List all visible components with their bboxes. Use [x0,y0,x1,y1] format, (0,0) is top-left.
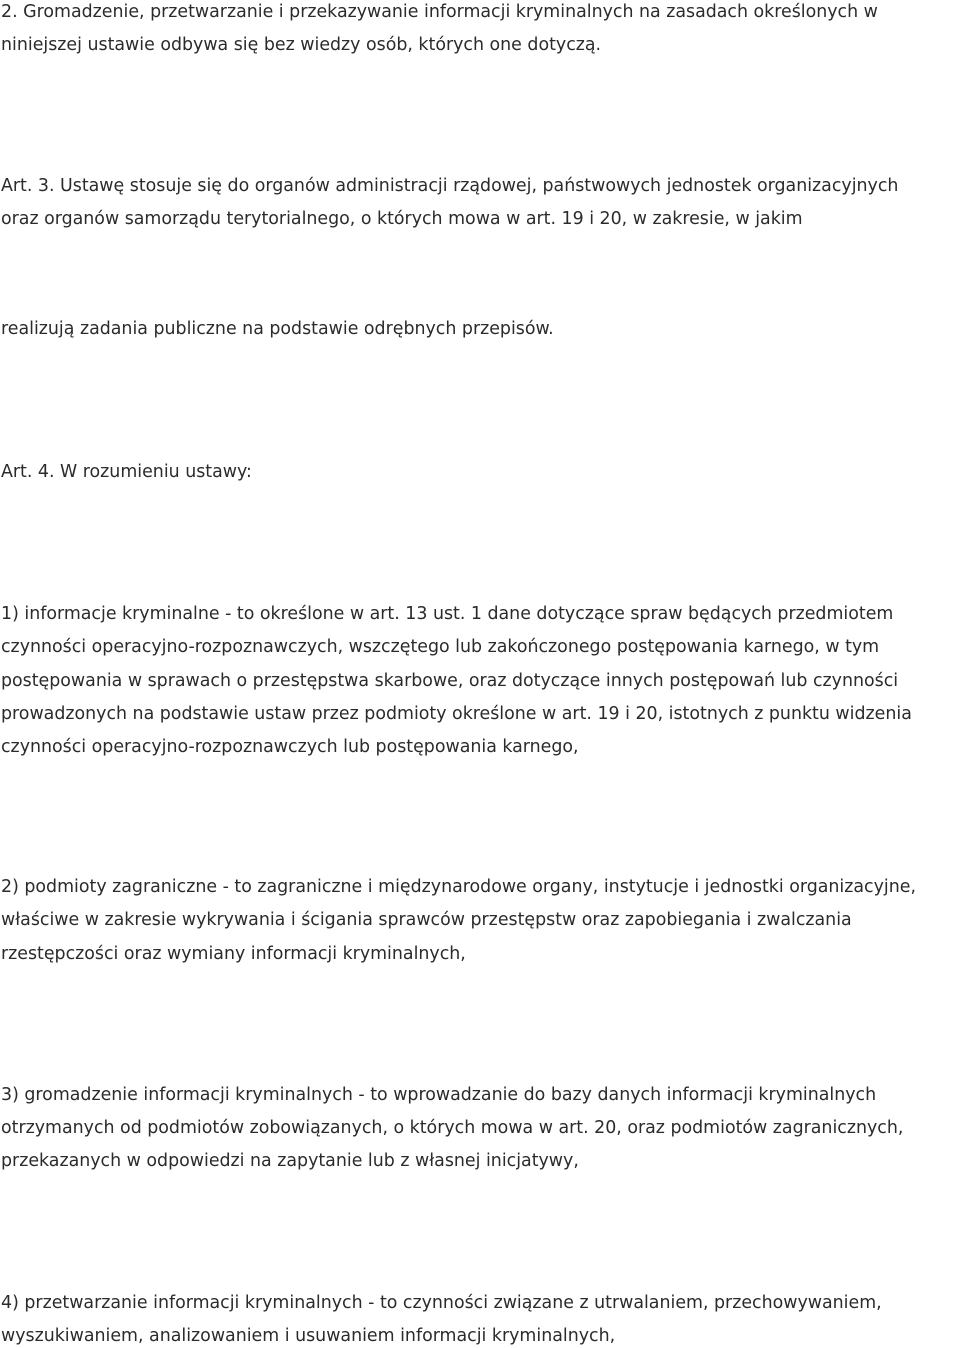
item3-line-2: otrzymanych od podmiotów zobowiązanych, o których mowa w art. 20, oraz podmiotów zagranicznych, [1,1118,904,1138]
item3-line-3: przekazanych w odpowiedzi na zapytanie lub z własnej inicjatywy, [1,1151,579,1171]
item1-line-5: czynności operacyjno-rozpoznawczych lub postępowania karnego, [1,737,579,757]
item3-line-1: 3) gromadzenie informacji kryminalnych - to wprowadzanie do bazy danych informacji kryminalnych [1,1085,877,1105]
item1-line-4: prowadzonych na podstawie ustaw przez podmioty określone w art. 19 i 20, istotnych z punktu widzenia [1,704,912,724]
item1-line-2: czynności operacyjno-rozpoznawczych, wszczętego lub zakończonego postępowania karnego, w tym [1,637,880,657]
item4-line-1: 4) przetwarzanie informacji kryminalnych - to czynności związane z utrwalaniem, przechowywaniem, [1,1293,882,1313]
art3-line-2: oraz organów samorządu terytorialnego, o których mowa w art. 19 i 20, w zakresie, w jakim [1,209,803,229]
item2-line-1: 2) podmioty zagraniczne - to zagraniczne i międzynarodowe organy, instytucje i jednostki organizacyjne, [1,877,916,897]
item1-line-3: postępowania w sprawach o przestępstwa skarbowe, oraz dotyczące innych postępowań lub czynności [1,671,899,691]
item1-line-1: 1) informacje kryminalne - to określone w art. 13 ust. 1 dane dotyczące spraw będących przedmiotem [1,604,894,624]
art3-line-1: Art. 3. Ustawę stosuje się do organów administracji rządowej, państwowych jednostek organizacyjnych [1,176,899,196]
item2-line-3: rzestępczości oraz wymiany informacji kryminalnych, [1,944,466,964]
art3-line-3: realizują zadania publiczne na podstawie odrębnych przepisów. [1,319,554,339]
item4-line-2: wyszukiwaniem, analizowaniem i usuwaniem informacji kryminalnych, [1,1326,616,1346]
art2-para2-line-1: 2. Gromadzenie, przetwarzanie i przekazywanie informacji kryminalnych na zasadach określonych w [1,2,878,22]
item2-line-2: właściwe w zakresie wykrywania i ścigania sprawców przestępstw oraz zapobiegania i zwalczania [1,910,852,930]
art4-heading: Art. 4. W rozumieniu ustawy: [1,462,252,482]
art2-para2-line-2: niniejszej ustawie odbywa się bez wiedzy osób, których one dotyczą. [1,35,602,55]
